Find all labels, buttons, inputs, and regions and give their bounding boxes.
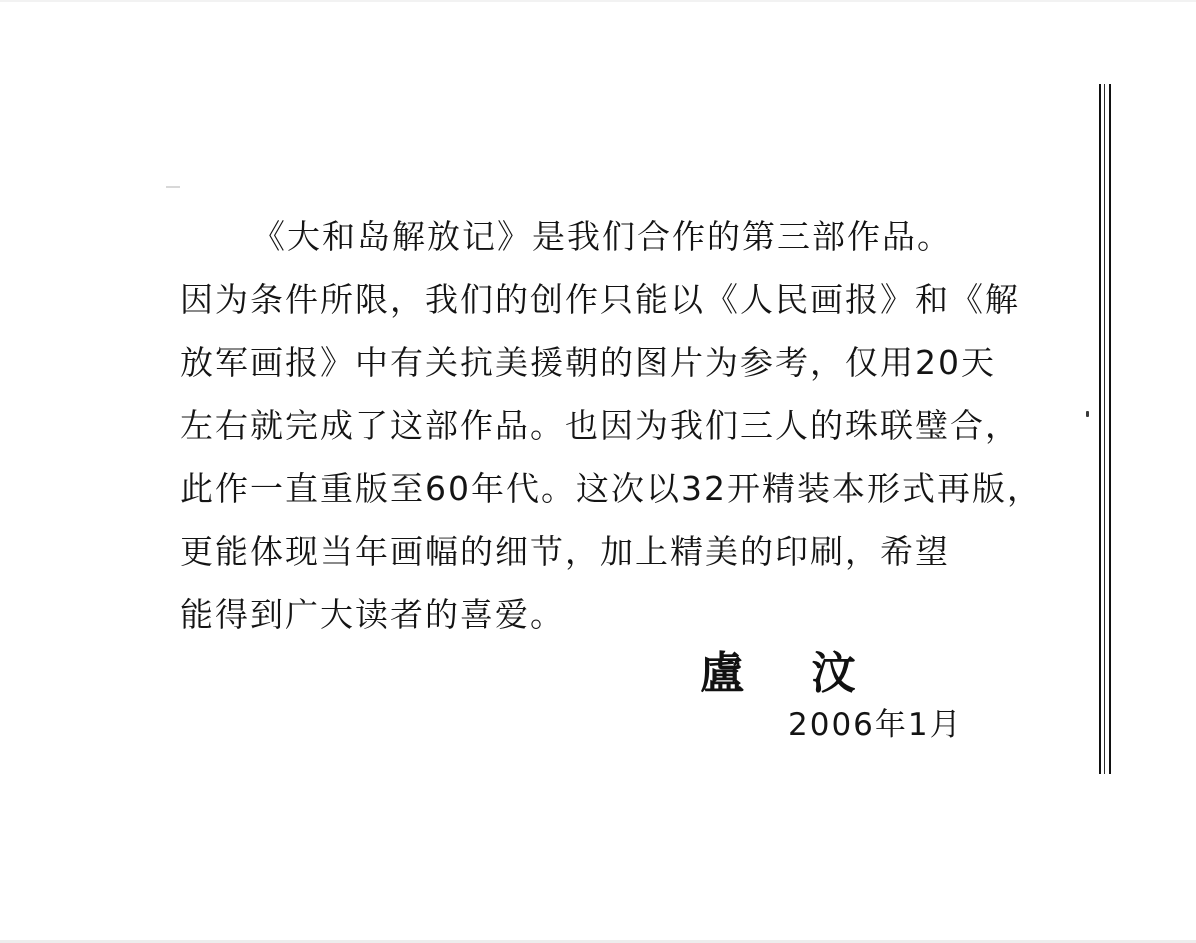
scan-smudge bbox=[166, 186, 180, 188]
handwritten-line: 《大和岛解放记》是我们合作的第三部作品。 bbox=[252, 217, 952, 256]
handwritten-line: 左右就完成了这部作品。也因为我们三人的珠联璧合， bbox=[180, 406, 1020, 445]
spine-rule-inner bbox=[1109, 84, 1111, 774]
handwritten-line: 此作一直重版至60年代。这次以32开精装本形式再版， bbox=[180, 469, 1042, 508]
handwritten-line: 能得到广大读者的喜爱。 bbox=[180, 595, 565, 634]
scan-speck bbox=[1086, 411, 1089, 417]
signature-name: 盧 汶 bbox=[700, 648, 882, 699]
handwritten-line: 因为条件所限，我们的创作只能以《人民画报》和《解 bbox=[180, 280, 1020, 319]
handwritten-line: 更能体现当年画幅的细节，加上精美的印刷，希望 bbox=[180, 532, 950, 571]
handwritten-line: 放军画报》中有关抗美援朝的图片为参考，仅用20天 bbox=[180, 343, 996, 382]
signature-block bbox=[700, 645, 1000, 747]
book-spine-rules bbox=[1099, 84, 1111, 774]
spine-rule-middle bbox=[1104, 84, 1105, 774]
scan-edge-top bbox=[0, 0, 1196, 2]
signature-date: 2006年1月 bbox=[788, 707, 963, 743]
handwritten-text-block bbox=[180, 205, 1042, 646]
spine-rule-outer bbox=[1099, 84, 1101, 774]
